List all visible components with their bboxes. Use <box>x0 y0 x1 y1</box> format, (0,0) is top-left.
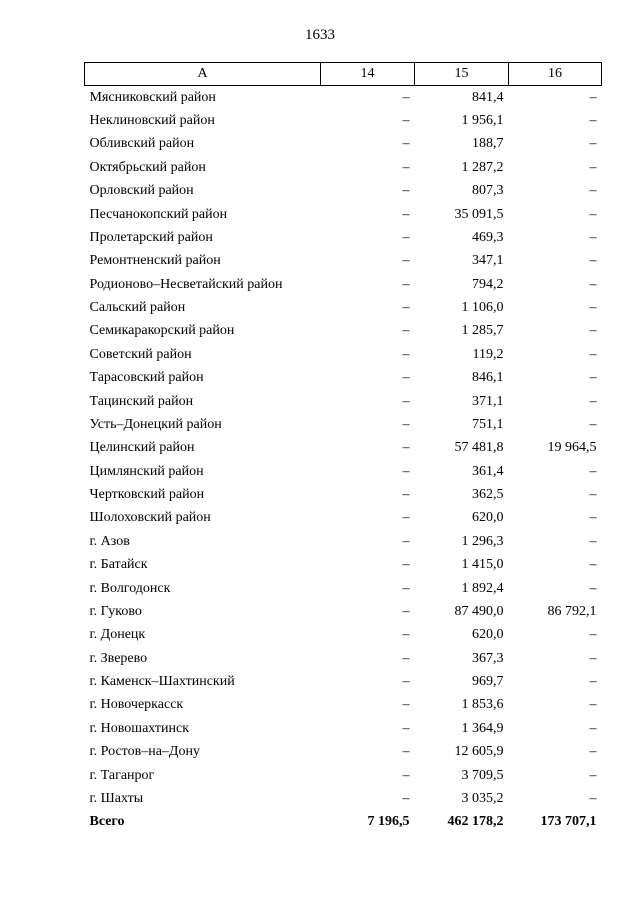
territory-name: Шолоховский район <box>89 510 211 526</box>
col-16-value: – <box>589 720 597 736</box>
col-14-value: – <box>402 487 410 503</box>
col-14-value: – <box>402 627 410 643</box>
col-15-value: 119,2 <box>472 346 504 362</box>
col-14-value: – <box>402 253 410 269</box>
col-16-value: – <box>589 370 597 386</box>
col-15-value: 969,7 <box>472 674 504 690</box>
col-15-value: 57 481,8 <box>454 440 504 456</box>
col-15-value: 469,3 <box>472 229 504 245</box>
territory-name: Неклиновский район <box>89 113 215 129</box>
col-16-value: – <box>589 533 597 549</box>
col-15-value: 1 956,1 <box>461 113 504 129</box>
col-15-value: 1 296,3 <box>461 533 504 549</box>
table-row <box>85 647 602 670</box>
territory-name: г. Батайск <box>89 557 148 573</box>
territory-name: Советский район <box>89 346 192 362</box>
col-14-value: – <box>402 370 410 386</box>
table-row <box>85 180 602 203</box>
table-row <box>85 483 602 506</box>
territory-name: Семикаракорский район <box>89 323 235 339</box>
col-16-value: – <box>589 650 597 666</box>
page-number: 1633 <box>305 27 335 43</box>
col-15-value: 1 287,2 <box>461 159 504 175</box>
table-row <box>85 787 602 810</box>
col-16-value: – <box>589 206 597 222</box>
header-cell-16: 16 <box>509 63 602 86</box>
territory-name: г. Каменск–Шахтинский <box>89 674 235 690</box>
header-cell-15: 15 <box>415 63 509 86</box>
col-15-value: 362,5 <box>472 487 504 503</box>
col-14-value: – <box>402 300 410 316</box>
territory-name: Усть–Донецкий район <box>89 416 222 432</box>
col-15-value: 1 106,0 <box>461 300 504 316</box>
table-row <box>85 507 602 530</box>
table-row <box>85 670 602 693</box>
col-15-value: 846,1 <box>472 370 504 386</box>
col-14-value: – <box>402 463 410 479</box>
territory-name: г. Волгодонск <box>89 580 171 596</box>
col-14-value: – <box>402 416 410 432</box>
territory-name: Пролетарский район <box>89 229 213 245</box>
table-row <box>85 530 602 553</box>
territory-name: г. Азов <box>89 533 130 549</box>
col-14-value: – <box>402 674 410 690</box>
col-16-value: – <box>589 627 597 643</box>
territory-name: Ремонтненский район <box>89 253 221 269</box>
col-14-value: – <box>402 650 410 666</box>
col-15-value: 794,2 <box>472 276 504 292</box>
table-row <box>85 437 602 460</box>
table-row <box>85 460 602 483</box>
col-14-value: – <box>402 720 410 736</box>
territory-name: г. Новочеркасск <box>89 697 184 713</box>
col-14-value: – <box>402 533 410 549</box>
table-row <box>85 133 602 156</box>
col-16-value: – <box>589 276 597 292</box>
col-15-value: 1 364,9 <box>461 720 504 736</box>
table-row <box>85 624 602 647</box>
col-15-value: 361,4 <box>472 463 504 479</box>
territory-name: Целинский район <box>89 440 195 456</box>
col-14-value: – <box>402 229 410 245</box>
total-col-16: 173 707,1 <box>540 814 597 830</box>
col-16-value: – <box>589 767 597 783</box>
table-row <box>85 273 602 296</box>
col-16-value: – <box>589 744 597 760</box>
table-header-row <box>85 63 602 86</box>
col-16-value: – <box>589 183 597 199</box>
col-15-value: 188,7 <box>472 136 504 152</box>
territory-name: Мясниковский район <box>89 89 216 105</box>
territory-name: г. Таганрог <box>89 767 155 783</box>
table-row <box>85 554 602 577</box>
col-14-value: – <box>402 206 410 222</box>
table-row <box>85 296 602 319</box>
col-14-value: – <box>402 767 410 783</box>
table-row <box>85 764 602 787</box>
col-15-value: 751,1 <box>472 416 504 432</box>
table-row <box>85 600 602 623</box>
table-row <box>85 367 602 390</box>
table-body <box>85 86 602 835</box>
table-row <box>85 343 602 366</box>
territory-name: г. Гуково <box>89 603 142 619</box>
col-14-value: – <box>402 603 410 619</box>
col-16-value: – <box>589 557 597 573</box>
col-15-value: 3 709,5 <box>461 767 504 783</box>
territory-name: Орловский район <box>89 183 194 199</box>
header-cell-14: 14 <box>321 63 415 86</box>
territory-name: г. Зверево <box>89 650 148 666</box>
table-row <box>85 694 602 717</box>
total-row <box>85 811 602 834</box>
territory-name: г. Новошахтинск <box>89 720 190 736</box>
col-15-value: 1 853,6 <box>461 697 504 713</box>
col-14-value: – <box>402 136 410 152</box>
territory-name: Тарасовский район <box>89 370 204 386</box>
col-16-value: – <box>589 253 597 269</box>
col-14-value: – <box>402 744 410 760</box>
col-16-value: – <box>589 300 597 316</box>
col-14-value: – <box>402 557 410 573</box>
col-14-value: – <box>402 113 410 129</box>
table-row <box>85 226 602 249</box>
col-15-value: 12 605,9 <box>454 744 504 760</box>
table-row <box>85 390 602 413</box>
territory-name: Тацинский район <box>89 393 194 409</box>
col-16-value: – <box>589 580 597 596</box>
header-cell-a: A <box>85 63 321 86</box>
total-label: Всего <box>89 814 125 830</box>
col-16-value: – <box>589 346 597 362</box>
col-15-value: 35 091,5 <box>454 206 504 222</box>
territory-name: Сальский район <box>89 300 186 316</box>
table-row <box>85 250 602 273</box>
col-16-value: – <box>589 159 597 175</box>
territory-name: Чертковский район <box>89 487 205 503</box>
table-row <box>85 413 602 436</box>
table-row <box>85 109 602 132</box>
territory-name: Родионово–Несветайский район <box>89 276 283 292</box>
col-16-value: – <box>589 674 597 690</box>
col-15-value: 1 285,7 <box>461 323 504 339</box>
territory-name: Обливский район <box>89 136 195 152</box>
col-14-value: – <box>402 790 410 806</box>
col-16-value: – <box>589 487 597 503</box>
col-15-value: 371,1 <box>472 393 504 409</box>
col-16-value: – <box>589 463 597 479</box>
col-16-value: – <box>589 113 597 129</box>
col-15-value: 347,1 <box>472 253 504 269</box>
col-14-value: – <box>402 440 410 456</box>
col-15-value: 87 490,0 <box>454 603 504 619</box>
col-16-value: – <box>589 136 597 152</box>
total-col-15: 462 178,2 <box>447 814 504 830</box>
col-15-value: 1 892,4 <box>461 580 504 596</box>
data-table <box>84 62 602 834</box>
total-col-14: 7 196,5 <box>367 814 410 830</box>
territory-name: Октябрьский район <box>89 159 206 175</box>
col-14-value: – <box>402 697 410 713</box>
col-14-value: – <box>402 276 410 292</box>
territory-name: Песчанокопский район <box>89 206 228 222</box>
table-row <box>85 86 602 110</box>
territory-name: г. Ростов–на–Дону <box>89 744 200 760</box>
col-15-value: 807,3 <box>472 183 504 199</box>
col-14-value: – <box>402 580 410 596</box>
col-16-value: – <box>589 790 597 806</box>
col-14-value: – <box>402 159 410 175</box>
table-row <box>85 717 602 740</box>
col-15-value: 3 035,2 <box>461 790 504 806</box>
col-14-value: – <box>402 510 410 526</box>
territory-name: г. Шахты <box>89 790 144 806</box>
table-row <box>85 203 602 226</box>
col-16-value: – <box>589 323 597 339</box>
col-14-value: – <box>402 89 410 105</box>
col-15-value: 620,0 <box>472 627 504 643</box>
col-16-value: 86 792,1 <box>547 603 597 619</box>
territory-name: Цимлянский район <box>89 463 204 479</box>
col-15-value: 841,4 <box>472 89 504 105</box>
table-row <box>85 156 602 179</box>
col-14-value: – <box>402 323 410 339</box>
col-15-value: 620,0 <box>472 510 504 526</box>
col-16-value: – <box>589 89 597 105</box>
col-16-value: – <box>589 416 597 432</box>
col-16-value: – <box>589 697 597 713</box>
col-16-value: 19 964,5 <box>547 440 597 456</box>
col-15-value: 1 415,0 <box>461 557 504 573</box>
table-row <box>85 320 602 343</box>
col-14-value: – <box>402 393 410 409</box>
col-14-value: – <box>402 346 410 362</box>
table-row <box>85 741 602 764</box>
col-14-value: – <box>402 183 410 199</box>
col-16-value: – <box>589 393 597 409</box>
col-15-value: 367,3 <box>472 650 504 666</box>
col-16-value: – <box>589 510 597 526</box>
territory-name: г. Донецк <box>89 627 146 643</box>
col-16-value: – <box>589 229 597 245</box>
table-row <box>85 577 602 600</box>
